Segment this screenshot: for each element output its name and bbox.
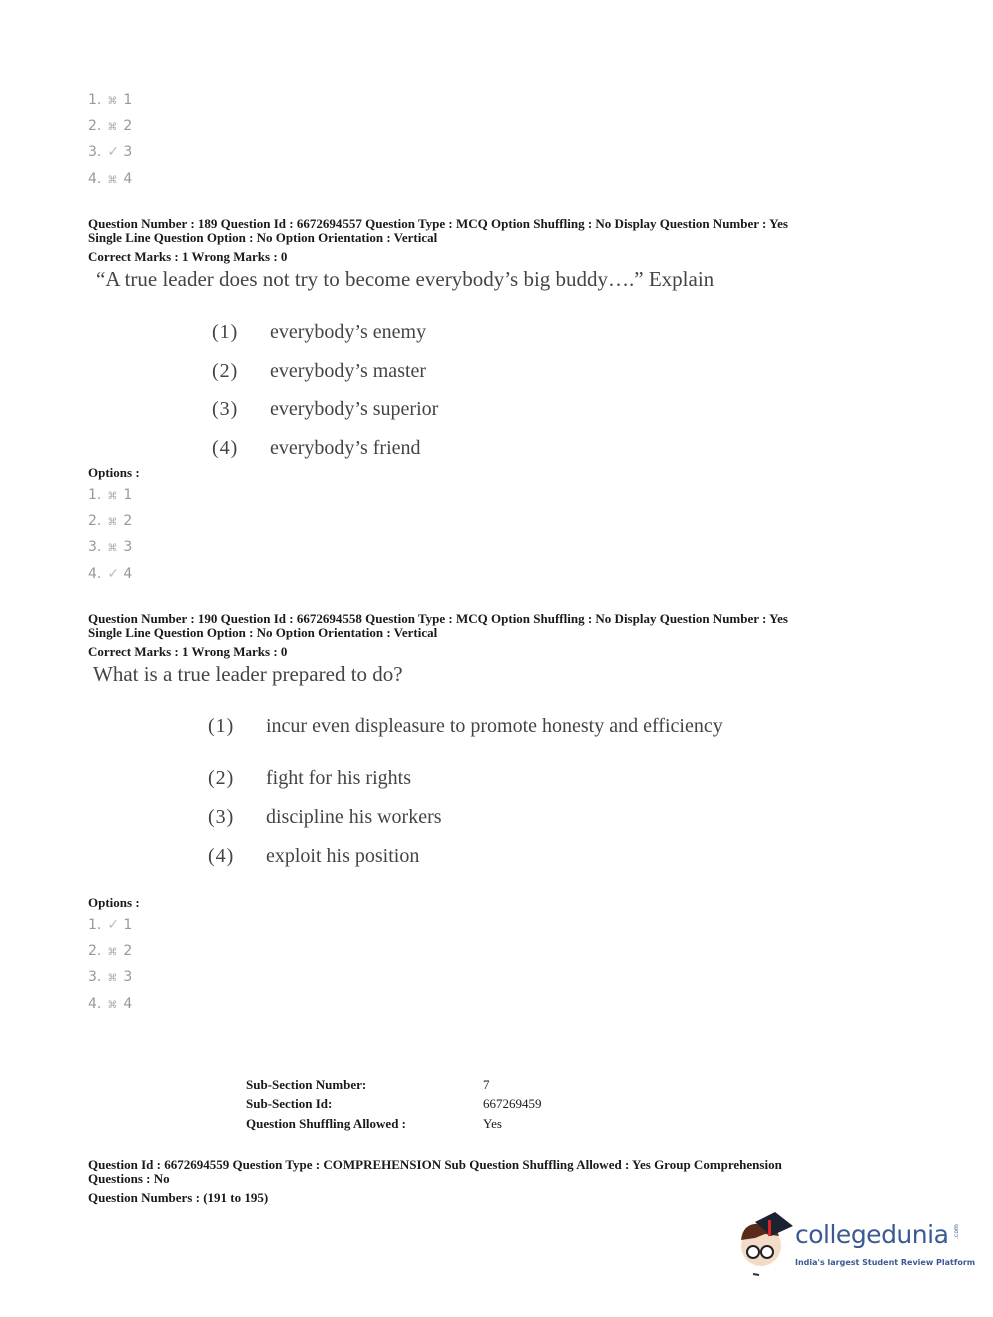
option-value: 2: [123, 943, 133, 959]
subsection-value: 667269459: [483, 1096, 542, 1111]
option-row: [88, 539, 132, 557]
choice-number: (2): [208, 767, 235, 789]
option-row: [88, 487, 132, 505]
option-value: 4: [123, 171, 133, 187]
comprehension-meta-line1: Question Id : 6672694559 Question Type : COMPREHENSION Sub Question Shuffling Allowed : Yes Group Comprehension: [88, 1157, 782, 1172]
cross-icon: ⌘: [107, 491, 118, 502]
option-row: [88, 513, 132, 531]
cross-icon: ⌘: [107, 517, 118, 528]
choice-number: (3): [212, 398, 239, 420]
option-value: 1: [123, 487, 133, 503]
option-row: [88, 118, 132, 136]
logo-wordmark: collegedunia: [795, 1220, 949, 1249]
choice-text: discipline his workers: [266, 806, 442, 828]
option-value: 4: [123, 996, 133, 1012]
option-value: 1: [123, 917, 133, 933]
option-row: [88, 943, 132, 961]
choice-text: exploit his position: [266, 845, 420, 867]
q189-meta-line2: Single Line Question Option : No Option Orientation : Vertical: [88, 230, 438, 245]
cross-icon: ⌘: [107, 947, 118, 958]
option-value: 3: [123, 144, 133, 160]
option-number: 3.: [88, 539, 102, 555]
cross-icon: ⌘: [107, 973, 118, 984]
q190-meta-line1: Question Number : 190 Question Id : 6672694558 Question Type : MCQ Option Shuffling : No Display Question Number : Yes: [88, 611, 788, 626]
option-value: 3: [123, 969, 133, 985]
choice-number: (1): [212, 321, 239, 343]
choice-text: everybody’s friend: [270, 437, 421, 459]
option-number: 4.: [88, 171, 102, 187]
option-number: 3.: [88, 969, 102, 985]
option-number: 2.: [88, 118, 102, 134]
option-value: 2: [123, 118, 133, 134]
option-number: 2.: [88, 513, 102, 529]
check-icon: ✓: [107, 144, 120, 160]
cross-icon: ⌘: [107, 1000, 118, 1011]
option-number: 1.: [88, 487, 102, 503]
check-icon: ✓: [107, 566, 120, 582]
q190-meta-line2: Single Line Question Option : No Option Orientation : Vertical: [88, 625, 438, 640]
choice-text: incur even displeasure to promote honesty and efficiency: [266, 715, 723, 737]
q189-options-label: Options :: [88, 465, 140, 480]
option-number: 4.: [88, 566, 102, 582]
q190-marks: Correct Marks : 1 Wrong Marks : 0: [88, 644, 288, 659]
logo-suffix: .com: [952, 1224, 960, 1239]
subsection-label: Sub-Section Id:: [246, 1096, 333, 1111]
q189-meta-line1: Question Number : 189 Question Id : 6672694557 Question Type : MCQ Option Shuffling : No Display Question Number : Yes: [88, 216, 788, 231]
cross-icon: ⌘: [107, 543, 118, 554]
subsection-value: Yes: [483, 1116, 502, 1131]
option-row: [88, 969, 132, 987]
q189-marks: Correct Marks : 1 Wrong Marks : 0: [88, 249, 288, 264]
choice-number: (3): [208, 806, 235, 828]
mascot-icon: [735, 1212, 795, 1278]
subsection-label: Sub-Section Number:: [246, 1077, 367, 1092]
logo-tagline: India's largest Student Review Platform: [795, 1258, 976, 1267]
option-row: [88, 144, 132, 160]
cross-icon: ⌘: [107, 96, 118, 107]
choice-text: everybody’s enemy: [270, 321, 427, 343]
comprehension-question-numbers: Question Numbers : (191 to 195): [88, 1190, 269, 1205]
option-number: 4.: [88, 996, 102, 1012]
option-value: 3: [123, 539, 133, 555]
option-row: [88, 171, 132, 189]
choice-number: (4): [208, 845, 235, 867]
q190-options-label: Options :: [88, 895, 140, 910]
subsection-label: Question Shuffling Allowed :: [246, 1116, 407, 1131]
choice-text: everybody’s master: [270, 360, 427, 382]
collegedunia-logo: [735, 1212, 976, 1282]
choice-number: (4): [212, 437, 239, 459]
choice-text: fight for his rights: [266, 767, 411, 789]
subsection-value: 7: [483, 1077, 490, 1092]
q190-question-text: What is a true leader prepared to do?: [93, 662, 403, 686]
q189-question-text: “A true leader does not try to become everybody’s big buddy….” Explain: [96, 267, 715, 291]
cross-icon: ⌘: [107, 122, 118, 133]
choice-number: (2): [212, 360, 239, 382]
choice-number: (1): [208, 715, 235, 737]
option-value: 4: [123, 566, 133, 582]
option-row: [88, 566, 132, 582]
choice-text: everybody’s superior: [270, 398, 439, 420]
option-number: 3.: [88, 144, 102, 160]
option-number: 1.: [88, 92, 102, 108]
option-number: 1.: [88, 917, 102, 933]
check-icon: ✓: [107, 917, 120, 933]
option-number: 2.: [88, 943, 102, 959]
comprehension-meta-line2: Questions : No: [88, 1171, 170, 1186]
option-row: [88, 917, 132, 933]
option-value: 2: [123, 513, 133, 529]
cross-icon: ⌘: [107, 175, 118, 186]
option-value: 1: [123, 92, 133, 108]
option-row: [88, 996, 132, 1014]
option-row: [88, 92, 132, 110]
